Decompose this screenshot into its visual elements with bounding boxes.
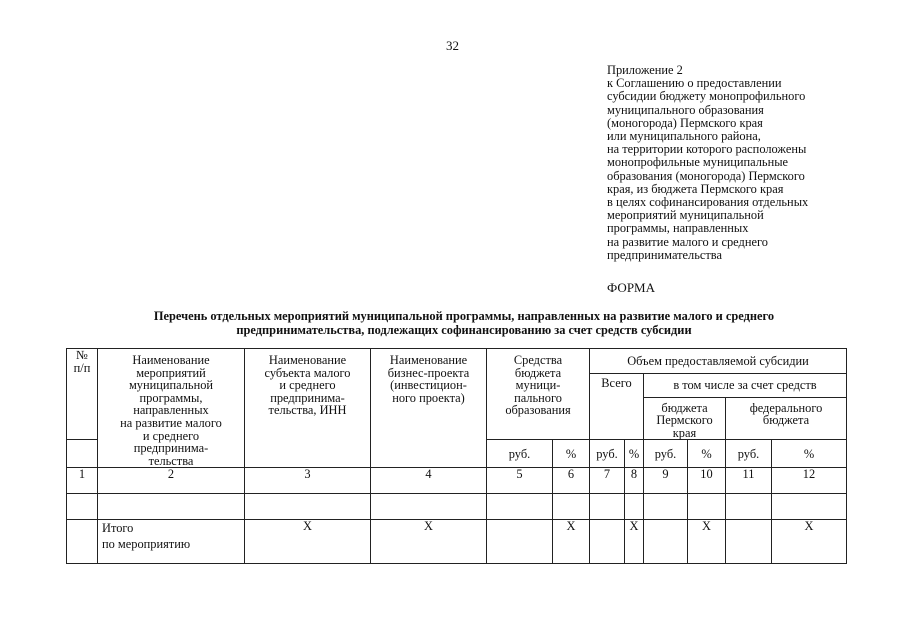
x-mark: X: [688, 520, 726, 564]
header-total: Всего: [590, 374, 644, 440]
col-number: 4: [371, 468, 487, 494]
header-including: в том числе за счет средств: [644, 374, 847, 398]
unit-rub: руб.: [487, 440, 553, 468]
subsidy-table: [66, 348, 847, 564]
col-number: 7: [590, 468, 625, 494]
x-mark: X: [371, 520, 487, 564]
table-cell: [553, 494, 590, 520]
col-number: 8: [625, 468, 644, 494]
table-cell: [67, 520, 98, 564]
unit-rub: руб.: [590, 440, 625, 468]
col-number: 12: [772, 468, 847, 494]
table-cell: [726, 494, 772, 520]
col-number: 3: [245, 468, 371, 494]
table-cell: [772, 494, 847, 520]
col-number: 11: [726, 468, 772, 494]
table-cell: [487, 520, 553, 564]
table-cell: [371, 494, 487, 520]
unit-rub: руб.: [726, 440, 772, 468]
table-cell: [688, 494, 726, 520]
header-subsidy: Объем предоставляемой субсидии: [590, 349, 847, 374]
table-cell: [98, 494, 245, 520]
table-cell: [67, 494, 98, 520]
unit-pct: %: [625, 440, 644, 468]
table-cell: [726, 520, 772, 564]
header-num-cont: [67, 440, 98, 468]
total-label: Итого по мероприятию: [98, 520, 245, 564]
table-cell: [487, 494, 553, 520]
unit-rub: руб.: [644, 440, 688, 468]
document-title: Перечень отдельных мероприятий муниципальной программы, направленных на развитие малого и среднего предпринимательства, подлежащих софинансированию за счет средств субсидии: [153, 309, 775, 337]
header-subject: Наименование субъекта малого и среднего предпринима- тельства, ИНН: [245, 349, 371, 468]
col-number: 5: [487, 468, 553, 494]
unit-pct: %: [688, 440, 726, 468]
header-regional: бюджета Пермского края: [644, 397, 726, 440]
table-cell: [625, 494, 644, 520]
header-project: Наименование бизнес-проекта (инвестицион- ного проекта): [371, 349, 487, 468]
x-mark: X: [553, 520, 590, 564]
table-cell: [590, 494, 625, 520]
x-mark: X: [772, 520, 847, 564]
table-cell: [590, 520, 625, 564]
total-row: [67, 520, 847, 564]
col-number: 9: [644, 468, 688, 494]
col-number: 6: [553, 468, 590, 494]
header-measure: Наименование мероприятий муниципальной программы, направленных на развитие малого и среднего предпринима- тельства: [98, 349, 245, 468]
col-number: 10: [688, 468, 726, 494]
header-local-budget: Средства бюджета муници- пального образования: [487, 349, 590, 440]
unit-pct: %: [772, 440, 847, 468]
appendix-header: Приложение 2 к Соглашению о предоставлении субсидии бюджету монопрофильного муниципального образования (моногорода) Пермского края или муниципального района, на территории которого расположены монопрофильные муниципальные образования (моногорода) Пермского края, из бюджета Пермского края в целях софинансирования отдельных мероприятий муниципальной программы, направленных на развитие малого и среднего предпринимательства: [607, 63, 809, 262]
col-number: 2: [98, 468, 245, 494]
x-mark: X: [245, 520, 371, 564]
x-mark: X: [625, 520, 644, 564]
header-federal: федерального бюджета: [726, 397, 847, 440]
table-cell: [644, 494, 688, 520]
column-number-row: [67, 468, 847, 494]
table-cell: [644, 520, 688, 564]
page-number: 32: [446, 38, 459, 53]
header-num: № п/п: [67, 349, 98, 440]
col-number: 1: [67, 468, 98, 494]
form-label: ФОРМА: [607, 280, 655, 295]
table-cell: [245, 494, 371, 520]
unit-pct: %: [553, 440, 590, 468]
empty-data-row: [67, 494, 847, 520]
